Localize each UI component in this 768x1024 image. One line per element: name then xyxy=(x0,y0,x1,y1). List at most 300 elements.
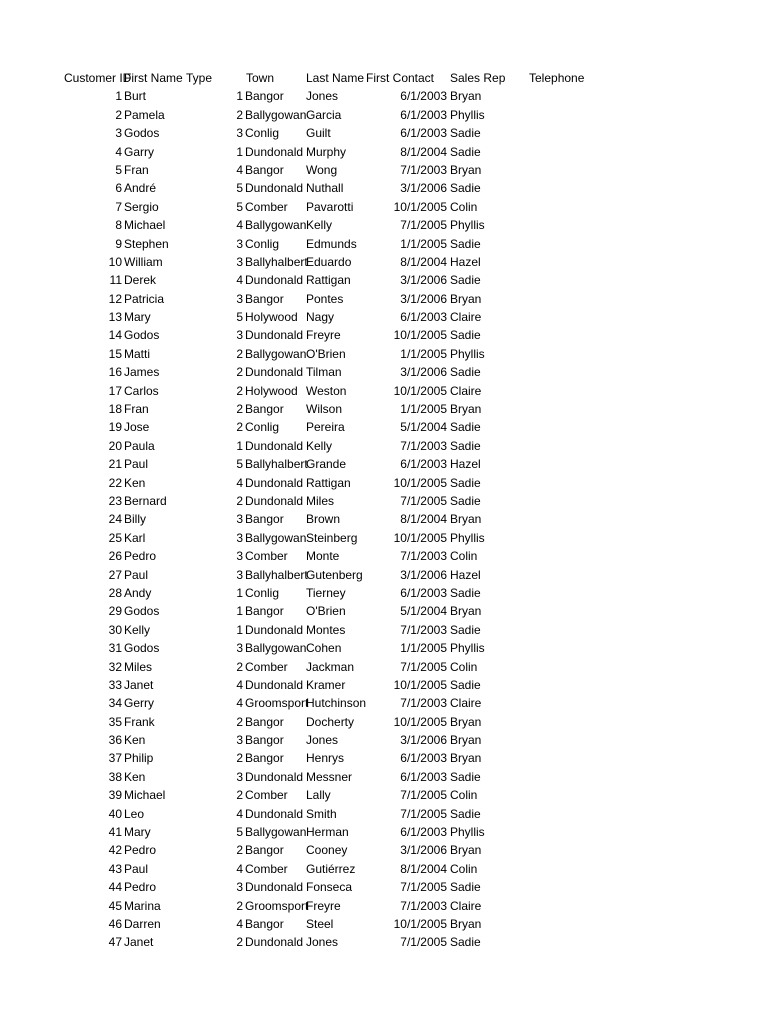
cell-first-name[interactable]: Marina xyxy=(124,898,161,913)
header-first-name[interactable]: First Name xyxy=(124,71,183,85)
cell-sales-rep[interactable]: Colin xyxy=(450,788,478,803)
cell-type[interactable]: 2 xyxy=(236,935,243,950)
cell-town[interactable]: Bangor xyxy=(245,89,284,104)
cell-first-name[interactable]: Stephen xyxy=(124,236,169,251)
cell-first-contact[interactable]: 6/1/2003 xyxy=(400,126,447,141)
cell-first-contact[interactable]: 3/1/2006 xyxy=(400,365,447,380)
cell-last-name[interactable]: Gutenberg xyxy=(306,567,363,582)
cell-sales-rep[interactable]: Hazel xyxy=(450,567,481,582)
cell-customer-id[interactable]: 6 xyxy=(115,181,122,196)
cell-last-name[interactable]: Henrys xyxy=(306,751,345,766)
cell-sales-rep[interactable]: Bryan xyxy=(450,751,482,766)
cell-last-name[interactable]: Wilson xyxy=(306,402,343,417)
cell-customer-id[interactable]: 42 xyxy=(108,843,122,858)
cell-sales-rep[interactable]: Bryan xyxy=(450,733,482,748)
cell-sales-rep[interactable]: Sadie xyxy=(450,126,481,141)
cell-first-contact[interactable]: 7/1/2005 xyxy=(400,806,447,821)
cell-first-contact[interactable]: 3/1/2006 xyxy=(400,273,447,288)
cell-first-contact[interactable]: 7/1/2005 xyxy=(400,659,447,674)
cell-town[interactable]: Conlig xyxy=(245,236,280,251)
cell-sales-rep[interactable]: Bryan xyxy=(450,843,482,858)
cell-type[interactable]: 2 xyxy=(236,402,243,417)
cell-sales-rep[interactable]: Colin xyxy=(450,861,478,876)
cell-customer-id[interactable]: 10 xyxy=(108,254,122,269)
cell-first-name[interactable]: Pedro xyxy=(124,880,157,895)
cell-town[interactable]: Dundonald xyxy=(245,328,304,343)
cell-first-contact[interactable]: 8/1/2004 xyxy=(400,254,447,269)
cell-town[interactable]: Ballygowan xyxy=(245,530,307,545)
cell-first-contact[interactable]: 7/1/2005 xyxy=(400,935,447,950)
cell-type[interactable]: 5 xyxy=(236,310,243,325)
cell-first-contact[interactable]: 7/1/2003 xyxy=(400,696,447,711)
cell-last-name[interactable]: Fonseca xyxy=(306,880,353,895)
cell-type[interactable]: 3 xyxy=(236,291,243,306)
cell-last-name[interactable]: Herman xyxy=(306,825,349,840)
cell-last-name[interactable]: Freyre xyxy=(306,898,341,913)
cell-first-contact[interactable]: 6/1/2003 xyxy=(400,751,447,766)
cell-customer-id[interactable]: 17 xyxy=(108,383,122,398)
cell-first-name[interactable]: James xyxy=(124,365,160,380)
cell-town[interactable]: Dundonald xyxy=(245,769,304,784)
cell-last-name[interactable]: Kelly xyxy=(306,438,333,453)
cell-customer-id[interactable]: 21 xyxy=(108,457,122,472)
cell-first-name[interactable]: Mary xyxy=(124,310,151,325)
cell-last-name[interactable]: Tilman xyxy=(306,365,342,380)
cell-last-name[interactable]: Pereira xyxy=(306,420,345,435)
cell-customer-id[interactable]: 29 xyxy=(108,604,122,619)
cell-last-name[interactable]: Nuthall xyxy=(306,181,344,196)
cell-first-name[interactable]: Fran xyxy=(124,162,149,177)
cell-sales-rep[interactable]: Sadie xyxy=(450,622,481,637)
cell-type[interactable]: 3 xyxy=(236,880,243,895)
cell-type[interactable]: 3 xyxy=(236,328,243,343)
cell-last-name[interactable]: Weston xyxy=(306,383,347,398)
cell-first-name[interactable]: Janet xyxy=(124,935,154,950)
cell-first-name[interactable]: Michael xyxy=(124,218,166,233)
cell-sales-rep[interactable]: Sadie xyxy=(450,585,481,600)
cell-first-contact[interactable]: 3/1/2006 xyxy=(400,181,447,196)
cell-sales-rep[interactable]: Claire xyxy=(450,383,482,398)
cell-sales-rep[interactable]: Sadie xyxy=(450,328,481,343)
cell-first-contact[interactable]: 3/1/2006 xyxy=(400,843,447,858)
cell-last-name[interactable]: Tierney xyxy=(306,585,346,600)
cell-customer-id[interactable]: 20 xyxy=(108,438,122,453)
cell-customer-id[interactable]: 41 xyxy=(108,825,122,840)
cell-type[interactable]: 4 xyxy=(236,162,243,177)
cell-first-name[interactable]: Ken xyxy=(124,733,146,748)
cell-first-contact[interactable]: 10/1/2005 xyxy=(393,383,447,398)
cell-type[interactable]: 5 xyxy=(236,825,243,840)
cell-last-name[interactable]: Edmunds xyxy=(306,236,357,251)
cell-type[interactable]: 4 xyxy=(236,696,243,711)
cell-first-name[interactable]: Fran xyxy=(124,402,149,417)
cell-last-name[interactable]: Steinberg xyxy=(306,530,358,545)
cell-last-name[interactable]: Jones xyxy=(306,935,339,950)
cell-customer-id[interactable]: 13 xyxy=(108,310,122,325)
cell-first-name[interactable]: Paul xyxy=(124,861,149,876)
cell-last-name[interactable]: Lally xyxy=(306,788,331,803)
cell-type[interactable]: 2 xyxy=(236,659,243,674)
cell-type[interactable]: 3 xyxy=(236,641,243,656)
cell-last-name[interactable]: O'Brien xyxy=(306,604,346,619)
cell-customer-id[interactable]: 1 xyxy=(115,89,122,104)
cell-customer-id[interactable]: 36 xyxy=(108,733,122,748)
cell-first-contact[interactable]: 3/1/2006 xyxy=(400,567,447,582)
cell-type[interactable]: 1 xyxy=(236,144,243,159)
cell-type[interactable]: 4 xyxy=(236,861,243,876)
cell-type[interactable]: 2 xyxy=(236,898,243,913)
cell-sales-rep[interactable]: Sadie xyxy=(450,806,481,821)
cell-last-name[interactable]: Garcia xyxy=(306,107,342,122)
cell-sales-rep[interactable]: Sadie xyxy=(450,475,481,490)
cell-type[interactable]: 2 xyxy=(236,383,243,398)
cell-town[interactable]: Ballyhalbert xyxy=(245,254,308,269)
cell-sales-rep[interactable]: Sadie xyxy=(450,273,481,288)
cell-town[interactable]: Dundonald xyxy=(245,493,304,508)
cell-town[interactable]: Comber xyxy=(245,659,288,674)
cell-type[interactable]: 3 xyxy=(236,567,243,582)
cell-first-name[interactable]: Paul xyxy=(124,457,149,472)
cell-sales-rep[interactable]: Hazel xyxy=(450,254,481,269)
cell-last-name[interactable]: Pontes xyxy=(306,291,344,306)
cell-last-name[interactable]: Kramer xyxy=(306,677,346,692)
cell-customer-id[interactable]: 31 xyxy=(108,641,122,656)
cell-first-name[interactable]: Paul xyxy=(124,567,149,582)
cell-customer-id[interactable]: 47 xyxy=(108,935,122,950)
cell-customer-id[interactable]: 40 xyxy=(108,806,122,821)
cell-sales-rep[interactable]: Bryan xyxy=(450,714,482,729)
cell-last-name[interactable]: Miles xyxy=(306,493,335,508)
cell-customer-id[interactable]: 33 xyxy=(108,677,122,692)
cell-sales-rep[interactable]: Claire xyxy=(450,310,482,325)
cell-type[interactable]: 1 xyxy=(236,585,243,600)
cell-customer-id[interactable]: 28 xyxy=(108,585,122,600)
cell-customer-id[interactable]: 35 xyxy=(108,714,122,729)
cell-customer-id[interactable]: 14 xyxy=(108,328,122,343)
cell-customer-id[interactable]: 23 xyxy=(108,493,122,508)
cell-sales-rep[interactable]: Sadie xyxy=(450,769,481,784)
cell-town[interactable]: Dundonald xyxy=(245,273,304,288)
cell-type[interactable]: 3 xyxy=(236,549,243,564)
cell-town[interactable]: Bangor xyxy=(245,751,284,766)
cell-customer-id[interactable]: 5 xyxy=(115,162,122,177)
cell-last-name[interactable]: Jones xyxy=(306,89,339,104)
cell-last-name[interactable]: Jackman xyxy=(306,659,355,674)
cell-town[interactable]: Groomsport xyxy=(245,696,309,711)
cell-first-name[interactable]: Garry xyxy=(124,144,154,159)
cell-type[interactable]: 2 xyxy=(236,788,243,803)
cell-town[interactable]: Ballygowan xyxy=(245,107,307,122)
cell-last-name[interactable]: Freyre xyxy=(306,328,341,343)
cell-last-name[interactable]: Eduardo xyxy=(306,254,352,269)
cell-first-contact[interactable]: 8/1/2004 xyxy=(400,861,447,876)
cell-last-name[interactable]: Gutiérrez xyxy=(306,861,356,876)
cell-first-contact[interactable]: 7/1/2003 xyxy=(400,438,447,453)
cell-customer-id[interactable]: 43 xyxy=(108,861,122,876)
cell-first-contact[interactable]: 1/1/2005 xyxy=(400,402,447,417)
cell-sales-rep[interactable]: Phyllis xyxy=(450,218,485,233)
cell-sales-rep[interactable]: Sadie xyxy=(450,236,481,251)
cell-first-name[interactable]: Patricia xyxy=(124,291,165,306)
cell-town[interactable]: Bangor xyxy=(245,162,284,177)
cell-type[interactable]: 3 xyxy=(236,126,243,141)
cell-town[interactable]: Ballyhalbert xyxy=(245,567,308,582)
cell-first-contact[interactable]: 3/1/2006 xyxy=(400,733,447,748)
cell-town[interactable]: Comber xyxy=(245,549,288,564)
header-sales-rep[interactable]: Sales Rep xyxy=(450,71,506,85)
cell-customer-id[interactable]: 38 xyxy=(108,769,122,784)
cell-sales-rep[interactable]: Hazel xyxy=(450,457,481,472)
cell-last-name[interactable]: Brown xyxy=(306,512,341,527)
cell-type[interactable]: 3 xyxy=(236,530,243,545)
cell-type[interactable]: 3 xyxy=(236,769,243,784)
cell-type[interactable]: 4 xyxy=(236,218,243,233)
cell-town[interactable]: Dundonald xyxy=(245,475,304,490)
cell-sales-rep[interactable]: Phyllis xyxy=(450,641,485,656)
cell-last-name[interactable]: Jones xyxy=(306,733,339,748)
cell-town[interactable]: Dundonald xyxy=(245,880,304,895)
header-town[interactable]: Town xyxy=(246,71,275,85)
cell-town[interactable]: Bangor xyxy=(245,843,284,858)
cell-town[interactable]: Bangor xyxy=(245,714,284,729)
cell-first-contact[interactable]: 6/1/2003 xyxy=(400,89,447,104)
cell-first-name[interactable]: Godos xyxy=(124,328,160,343)
cell-type[interactable]: 4 xyxy=(236,677,243,692)
cell-customer-id[interactable]: 44 xyxy=(108,880,122,895)
cell-last-name[interactable]: Grande xyxy=(306,457,347,472)
cell-first-contact[interactable]: 6/1/2003 xyxy=(400,457,447,472)
cell-first-contact[interactable]: 10/1/2005 xyxy=(393,475,447,490)
cell-sales-rep[interactable]: Colin xyxy=(450,659,478,674)
cell-customer-id[interactable]: 9 xyxy=(115,236,122,251)
cell-town[interactable]: Groomsport xyxy=(245,898,309,913)
cell-type[interactable]: 2 xyxy=(236,751,243,766)
cell-type[interactable]: 5 xyxy=(236,457,243,472)
cell-customer-id[interactable]: 34 xyxy=(108,696,122,711)
cell-type[interactable]: 4 xyxy=(236,475,243,490)
cell-sales-rep[interactable]: Sadie xyxy=(450,677,481,692)
cell-first-contact[interactable]: 6/1/2003 xyxy=(400,585,447,600)
cell-town[interactable]: Holywood xyxy=(245,383,298,398)
cell-town[interactable]: Bangor xyxy=(245,604,284,619)
cell-town[interactable]: Dundonald xyxy=(245,622,304,637)
cell-customer-id[interactable]: 27 xyxy=(108,567,122,582)
cell-town[interactable]: Comber xyxy=(245,788,288,803)
cell-last-name[interactable]: Guilt xyxy=(306,126,331,141)
cell-town[interactable]: Dundonald xyxy=(245,144,304,159)
cell-first-contact[interactable]: 10/1/2005 xyxy=(393,714,447,729)
cell-sales-rep[interactable]: Sadie xyxy=(450,144,481,159)
cell-first-contact[interactable]: 1/1/2005 xyxy=(400,346,447,361)
cell-last-name[interactable]: O'Brien xyxy=(306,346,346,361)
cell-first-name[interactable]: Ken xyxy=(124,769,146,784)
cell-first-contact[interactable]: 10/1/2005 xyxy=(393,328,447,343)
cell-town[interactable]: Bangor xyxy=(245,733,284,748)
cell-customer-id[interactable]: 25 xyxy=(108,530,122,545)
cell-first-name[interactable]: Gerry xyxy=(124,696,154,711)
cell-first-contact[interactable]: 10/1/2005 xyxy=(393,916,447,931)
cell-first-contact[interactable]: 6/1/2003 xyxy=(400,825,447,840)
cell-town[interactable]: Ballygowan xyxy=(245,825,307,840)
cell-town[interactable]: Conlig xyxy=(245,420,280,435)
cell-town[interactable]: Conlig xyxy=(245,126,280,141)
cell-sales-rep[interactable]: Phyllis xyxy=(450,825,485,840)
cell-sales-rep[interactable]: Sadie xyxy=(450,438,481,453)
cell-customer-id[interactable]: 16 xyxy=(108,365,122,380)
cell-customer-id[interactable]: 8 xyxy=(115,218,122,233)
cell-first-contact[interactable]: 6/1/2003 xyxy=(400,107,447,122)
cell-first-name[interactable]: William xyxy=(124,254,163,269)
cell-town[interactable]: Ballygowan xyxy=(245,641,307,656)
cell-last-name[interactable]: Wong xyxy=(306,162,338,177)
cell-type[interactable]: 3 xyxy=(236,512,243,527)
cell-type[interactable]: 1 xyxy=(236,622,243,637)
cell-customer-id[interactable]: 18 xyxy=(108,402,122,417)
cell-sales-rep[interactable]: Claire xyxy=(450,696,482,711)
cell-town[interactable]: Dundonald xyxy=(245,935,304,950)
cell-sales-rep[interactable]: Bryan xyxy=(450,291,482,306)
cell-customer-id[interactable]: 15 xyxy=(108,346,122,361)
cell-first-contact[interactable]: 3/1/2006 xyxy=(400,291,447,306)
cell-first-contact[interactable]: 7/1/2005 xyxy=(400,788,447,803)
cell-type[interactable]: 4 xyxy=(236,806,243,821)
header-customer-id[interactable]: Customer ID xyxy=(64,71,132,85)
header-last-name[interactable]: Last Name xyxy=(306,71,365,85)
cell-last-name[interactable]: Messner xyxy=(306,769,353,784)
cell-first-contact[interactable]: 7/1/2003 xyxy=(400,549,447,564)
cell-first-name[interactable]: Burt xyxy=(124,89,147,104)
cell-last-name[interactable]: Rattigan xyxy=(306,273,351,288)
cell-last-name[interactable]: Docherty xyxy=(306,714,355,729)
cell-first-contact[interactable]: 8/1/2004 xyxy=(400,512,447,527)
cell-customer-id[interactable]: 11 xyxy=(109,273,122,288)
cell-customer-id[interactable]: 30 xyxy=(108,622,122,637)
cell-last-name[interactable]: Kelly xyxy=(306,218,333,233)
cell-first-contact[interactable]: 7/1/2005 xyxy=(400,880,447,895)
cell-customer-id[interactable]: 45 xyxy=(108,898,122,913)
cell-customer-id[interactable]: 24 xyxy=(108,512,122,527)
cell-sales-rep[interactable]: Colin xyxy=(450,549,478,564)
cell-sales-rep[interactable]: Bryan xyxy=(450,402,482,417)
cell-town[interactable]: Dundonald xyxy=(245,365,304,380)
cell-type[interactable]: 2 xyxy=(236,493,243,508)
cell-type[interactable]: 1 xyxy=(236,438,243,453)
cell-type[interactable]: 2 xyxy=(236,420,243,435)
cell-customer-id[interactable]: 32 xyxy=(108,659,122,674)
cell-customer-id[interactable]: 19 xyxy=(108,420,122,435)
cell-first-name[interactable]: Karl xyxy=(124,530,146,545)
cell-type[interactable]: 2 xyxy=(236,843,243,858)
cell-town[interactable]: Ballyhalbert xyxy=(245,457,308,472)
cell-type[interactable]: 5 xyxy=(236,199,243,214)
cell-first-contact[interactable]: 6/1/2003 xyxy=(400,310,447,325)
cell-last-name[interactable]: Nagy xyxy=(306,310,335,325)
cell-type[interactable]: 5 xyxy=(236,181,243,196)
cell-first-name[interactable]: André xyxy=(124,181,157,196)
cell-first-contact[interactable]: 7/1/2003 xyxy=(400,622,447,637)
cell-first-contact[interactable]: 6/1/2003 xyxy=(400,769,447,784)
cell-type[interactable]: 3 xyxy=(236,254,243,269)
cell-customer-id[interactable]: 2 xyxy=(115,107,122,122)
cell-type[interactable]: 2 xyxy=(236,714,243,729)
cell-sales-rep[interactable]: Phyllis xyxy=(450,107,485,122)
cell-first-contact[interactable]: 7/1/2003 xyxy=(400,898,447,913)
cell-type[interactable]: 1 xyxy=(236,89,243,104)
cell-type[interactable]: 4 xyxy=(236,273,243,288)
cell-sales-rep[interactable]: Bryan xyxy=(450,162,482,177)
cell-town[interactable]: Bangor xyxy=(245,916,284,931)
cell-sales-rep[interactable]: Sadie xyxy=(450,420,481,435)
cell-first-contact[interactable]: 1/1/2005 xyxy=(400,236,447,251)
cell-sales-rep[interactable]: Bryan xyxy=(450,89,482,104)
cell-town[interactable]: Holywood xyxy=(245,310,298,325)
cell-first-name[interactable]: Janet xyxy=(124,677,154,692)
cell-first-contact[interactable]: 7/1/2003 xyxy=(400,162,447,177)
cell-town[interactable]: Dundonald xyxy=(245,438,304,453)
cell-first-name[interactable]: Pamela xyxy=(124,107,165,122)
cell-type[interactable]: 1 xyxy=(236,604,243,619)
cell-customer-id[interactable]: 26 xyxy=(108,549,122,564)
cell-last-name[interactable]: Pavarotti xyxy=(306,199,354,214)
cell-type[interactable]: 4 xyxy=(236,916,243,931)
cell-first-name[interactable]: Derek xyxy=(124,273,157,288)
cell-first-contact[interactable]: 10/1/2005 xyxy=(393,199,447,214)
cell-type[interactable]: 3 xyxy=(236,236,243,251)
cell-first-name[interactable]: Bernard xyxy=(124,493,167,508)
cell-town[interactable]: Dundonald xyxy=(245,677,304,692)
cell-first-name[interactable]: Philip xyxy=(124,751,154,766)
cell-town[interactable]: Bangor xyxy=(245,291,284,306)
cell-customer-id[interactable]: 7 xyxy=(115,199,122,214)
cell-first-contact[interactable]: 1/1/2005 xyxy=(400,641,447,656)
cell-first-name[interactable]: Paula xyxy=(124,438,155,453)
cell-first-name[interactable]: Godos xyxy=(124,126,160,141)
cell-sales-rep[interactable]: Bryan xyxy=(450,512,482,527)
cell-first-name[interactable]: Matti xyxy=(124,346,151,361)
cell-sales-rep[interactable]: Sadie xyxy=(450,880,481,895)
cell-town[interactable]: Ballygowan xyxy=(245,346,307,361)
cell-first-name[interactable]: Carlos xyxy=(124,383,159,398)
cell-type[interactable]: 2 xyxy=(236,107,243,122)
cell-customer-id[interactable]: 46 xyxy=(108,916,122,931)
cell-first-name[interactable]: Pedro xyxy=(124,549,157,564)
cell-first-contact[interactable]: 10/1/2005 xyxy=(393,530,447,545)
cell-customer-id[interactable]: 12 xyxy=(108,291,122,306)
cell-town[interactable]: Conlig xyxy=(245,585,280,600)
header-first-contact[interactable]: First Contact xyxy=(366,71,435,85)
cell-last-name[interactable]: Cooney xyxy=(306,843,348,858)
cell-first-name[interactable]: Sergio xyxy=(124,199,159,214)
cell-customer-id[interactable]: 22 xyxy=(108,475,122,490)
cell-first-name[interactable]: Leo xyxy=(124,806,145,821)
cell-sales-rep[interactable]: Bryan xyxy=(450,916,482,931)
cell-first-name[interactable]: Andy xyxy=(124,585,152,600)
cell-first-contact[interactable]: 7/1/2005 xyxy=(400,493,447,508)
cell-sales-rep[interactable]: Bryan xyxy=(450,604,482,619)
cell-sales-rep[interactable]: Sadie xyxy=(450,181,481,196)
cell-last-name[interactable]: Steel xyxy=(306,916,334,931)
cell-last-name[interactable]: Cohen xyxy=(306,641,342,656)
cell-first-name[interactable]: Pedro xyxy=(124,843,157,858)
cell-first-contact[interactable]: 7/1/2005 xyxy=(400,218,447,233)
header-telephone[interactable]: Telephone xyxy=(529,71,585,85)
cell-first-name[interactable]: Godos xyxy=(124,604,160,619)
cell-first-name[interactable]: Frank xyxy=(124,714,155,729)
cell-first-name[interactable]: Michael xyxy=(124,788,166,803)
cell-sales-rep[interactable]: Sadie xyxy=(450,935,481,950)
cell-first-contact[interactable]: 10/1/2005 xyxy=(393,677,447,692)
cell-first-name[interactable]: Billy xyxy=(124,512,147,527)
